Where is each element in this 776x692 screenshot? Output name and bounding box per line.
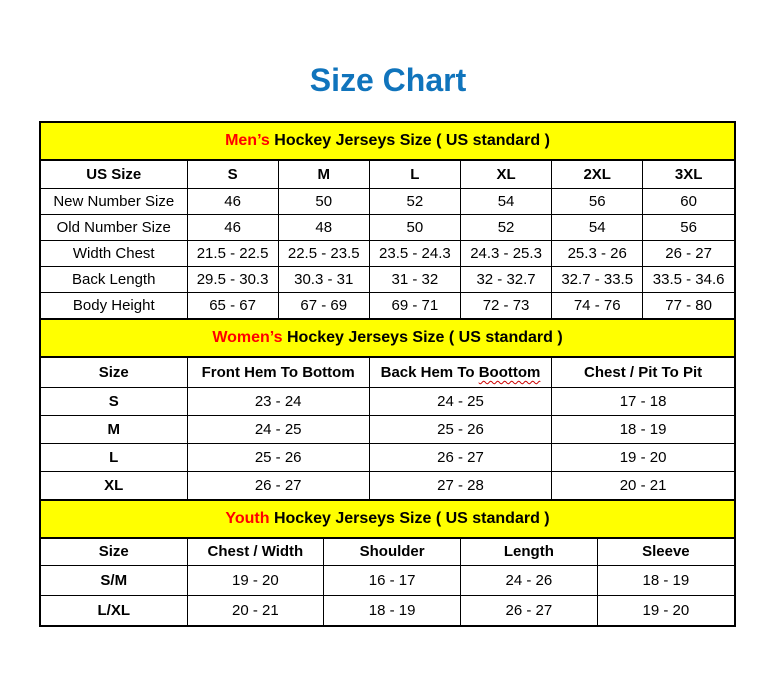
- table-cell: 50: [278, 188, 369, 214]
- table-cell: 16 - 17: [324, 565, 461, 595]
- table-cell: 24 - 25: [187, 415, 369, 443]
- mens-header-row: [41, 161, 734, 188]
- row-label: Back Length: [41, 266, 187, 292]
- womens-section-header: [41, 318, 734, 358]
- table-cell: 65 - 67: [187, 292, 278, 318]
- table-row: [41, 214, 734, 240]
- table-row: [41, 415, 734, 443]
- table-cell: 20 - 21: [187, 595, 324, 625]
- col-header-xl: XL: [460, 161, 551, 188]
- table-cell: 19 - 20: [597, 595, 734, 625]
- row-label: L/XL: [41, 595, 187, 625]
- col-header-s: S: [187, 161, 278, 188]
- col-header-l: L: [369, 161, 460, 188]
- table-cell: 21.5 - 22.5: [187, 240, 278, 266]
- table-cell: 56: [552, 188, 643, 214]
- table-row: [41, 240, 734, 266]
- table-cell: 31 - 32: [369, 266, 460, 292]
- youth-section-title: Hockey Jerseys Size ( US standard ): [269, 510, 550, 527]
- col-header-size: Size: [41, 539, 187, 565]
- table-cell: 26 - 27: [643, 240, 734, 266]
- col-header-sleeve: Sleeve: [597, 539, 734, 565]
- table-cell: 30.3 - 31: [278, 266, 369, 292]
- table-cell: 50: [369, 214, 460, 240]
- table-cell: 54: [552, 214, 643, 240]
- mens-section-highlight: Men’s: [225, 132, 270, 149]
- table-cell: 54: [460, 188, 551, 214]
- table-cell: 23.5 - 24.3: [369, 240, 460, 266]
- mens-section-header: [41, 123, 734, 161]
- col-header-shoulder: Shoulder: [324, 539, 461, 565]
- row-label: S: [41, 387, 187, 415]
- table-cell: 46: [187, 188, 278, 214]
- table-cell: 26 - 27: [369, 443, 551, 471]
- table-cell: 33.5 - 34.6: [643, 266, 734, 292]
- row-label: New Number Size: [41, 188, 187, 214]
- col-header-size: Size: [41, 358, 187, 387]
- table-cell: 25 - 26: [369, 415, 551, 443]
- col-header-back-hem-typo: Boottom: [478, 363, 541, 381]
- col-header-us-size: US Size: [41, 161, 187, 188]
- womens-section-highlight: Women’s: [212, 329, 283, 346]
- table-cell: 25.3 - 26: [552, 240, 643, 266]
- table-cell: 18 - 19: [324, 595, 461, 625]
- table-cell: 26 - 27: [461, 595, 598, 625]
- mens-size-table: [41, 161, 734, 318]
- table-cell: 77 - 80: [643, 292, 734, 318]
- womens-header-row: [41, 358, 734, 387]
- col-header-chest-pit: Chest / Pit To Pit: [552, 358, 734, 387]
- table-cell: 52: [369, 188, 460, 214]
- col-header-2xl: 2XL: [552, 161, 643, 188]
- table-cell: 22.5 - 23.5: [278, 240, 369, 266]
- col-header-length: Length: [461, 539, 598, 565]
- table-row: [41, 595, 734, 625]
- table-cell: 26 - 27: [187, 471, 369, 499]
- table-cell: 24 - 26: [461, 565, 598, 595]
- table-cell: 52: [460, 214, 551, 240]
- col-header-m: M: [278, 161, 369, 188]
- col-header-back-hem: [369, 358, 551, 387]
- table-cell: 23 - 24: [187, 387, 369, 415]
- table-row: [41, 443, 734, 471]
- womens-size-table: [41, 358, 734, 499]
- table-row: [41, 292, 734, 318]
- table-cell: 27 - 28: [369, 471, 551, 499]
- table-cell: 18 - 19: [552, 415, 734, 443]
- table-cell: 74 - 76: [552, 292, 643, 318]
- col-header-back-hem-text: Back Hem To: [380, 363, 479, 381]
- table-cell: 32 - 32.7: [460, 266, 551, 292]
- table-cell: 32.7 - 33.5: [552, 266, 643, 292]
- table-cell: 56: [643, 214, 734, 240]
- table-cell: 46: [187, 214, 278, 240]
- page-title: Size Chart: [309, 62, 467, 98]
- womens-section-title: Hockey Jerseys Size ( US standard ): [282, 329, 563, 346]
- table-cell: 25 - 26: [187, 443, 369, 471]
- table-row: [41, 565, 734, 595]
- col-header-3xl: 3XL: [643, 161, 734, 188]
- table-cell: 19 - 20: [552, 443, 734, 471]
- youth-section-header: [41, 499, 734, 539]
- youth-section-highlight: Youth: [225, 510, 270, 527]
- youth-header-row: [41, 539, 734, 565]
- table-cell: 72 - 73: [460, 292, 551, 318]
- row-label: XL: [41, 471, 187, 499]
- table-row: [41, 387, 734, 415]
- table-cell: 29.5 - 30.3: [187, 266, 278, 292]
- col-header-chest-width: Chest / Width: [187, 539, 324, 565]
- table-cell: 19 - 20: [187, 565, 324, 595]
- table-cell: 17 - 18: [552, 387, 734, 415]
- size-chart-table: [39, 121, 736, 627]
- table-cell: 24.3 - 25.3: [460, 240, 551, 266]
- table-cell: 67 - 69: [278, 292, 369, 318]
- table-row: [41, 471, 734, 499]
- row-label: L: [41, 443, 187, 471]
- table-cell: 60: [643, 188, 734, 214]
- row-label: Width Chest: [41, 240, 187, 266]
- table-cell: 69 - 71: [369, 292, 460, 318]
- row-label: Old Number Size: [41, 214, 187, 240]
- table-cell: 20 - 21: [552, 471, 734, 499]
- col-header-front-hem: Front Hem To Bottom: [187, 358, 369, 387]
- table-row: [41, 266, 734, 292]
- table-row: [41, 188, 734, 214]
- table-cell: 24 - 25: [369, 387, 551, 415]
- table-cell: 48: [278, 214, 369, 240]
- table-cell: 18 - 19: [597, 565, 734, 595]
- row-label: M: [41, 415, 187, 443]
- row-label: Body Height: [41, 292, 187, 318]
- mens-section-title: Hockey Jerseys Size ( US standard ): [269, 132, 550, 149]
- row-label: S/M: [41, 565, 187, 595]
- youth-size-table: [41, 539, 734, 625]
